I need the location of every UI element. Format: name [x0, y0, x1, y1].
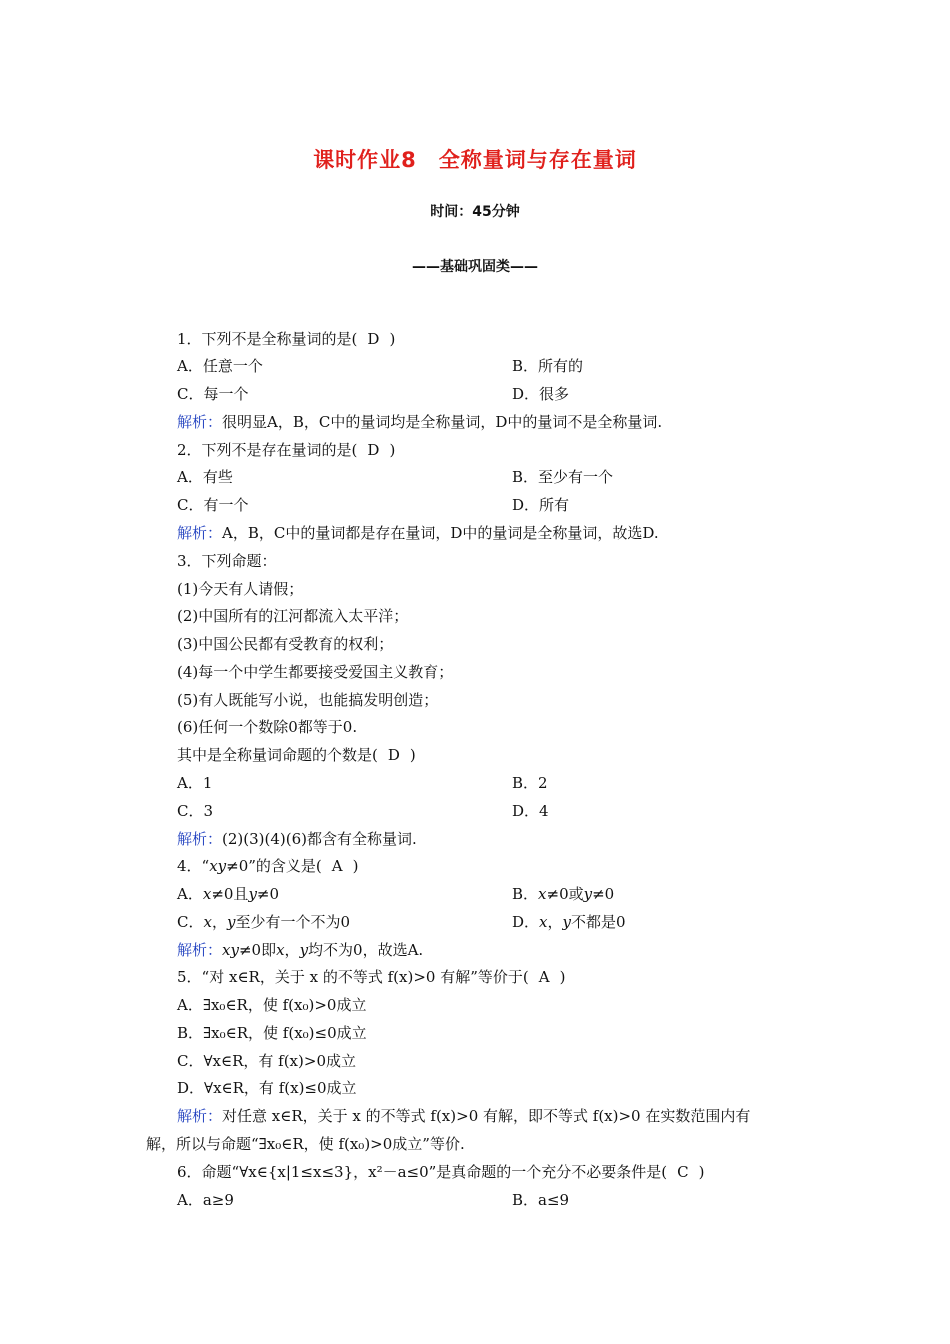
analysis-label: 解析： [177, 941, 223, 959]
analysis-label: 解析： [177, 1107, 223, 1125]
option-d: D．所有 [512, 496, 570, 514]
option-b: B．2 [512, 774, 548, 792]
question-6-stem: 6．命题“∀x∈{x|1≤x≤3}，x²－a≤0”是真命题的一个充分不必要条件是( C ) [177, 1163, 705, 1181]
analysis: 解析：xy≠0即x，y均不为0，故选A. [177, 941, 424, 959]
statement-6: (6)任何一个数除0都等于0. [177, 718, 358, 736]
option-d: D．很多 [512, 385, 570, 403]
option-a: A．有些 [177, 468, 233, 486]
analysis-continued: 解，所以与命题“∃x₀∈R，使 f(x₀)>0成立”等价. [146, 1135, 465, 1153]
option-a: A．∃x₀∈R，使 f(x₀)>0成立 [177, 996, 367, 1014]
option-a: A．a≥9 [177, 1191, 234, 1209]
answer: C [677, 1163, 689, 1181]
statement-5: (5)有人既能写小说，也能搞发明创造； [177, 691, 439, 709]
section-heading: ——基础巩固类—— [412, 259, 538, 275]
analysis: 解析：很明显A，B，C中的量词均是全称量词，D中的量词不是全称量词. [177, 413, 663, 431]
question-5-stem: 5．“对 x∈R，关于 x 的不等式 f(x)>0 有解”等价于( A ) [177, 968, 566, 986]
option-a: A．x≠0且y≠0 [177, 885, 280, 903]
answer: A [331, 857, 343, 875]
statement-2: (2)中国所有的江河都流入太平洋； [177, 607, 409, 625]
option-d: D．x，y不都是0 [512, 913, 626, 931]
analysis: 解析：对任意 x∈R，关于 x 的不等式 f(x)>0 有解，即不等式 f(x)>0 在实数范围内有 [177, 1107, 751, 1125]
option-a: A．1 [177, 774, 213, 792]
statement-3: (3)中国公民都有受教育的权利； [177, 635, 394, 653]
answer: D [387, 746, 400, 764]
option-c: C．∀x∈R，有 f(x)>0成立 [177, 1052, 356, 1070]
option-a: A．任意一个 [177, 357, 263, 375]
option-d: D．4 [512, 802, 549, 820]
option-c: C．3 [177, 802, 214, 820]
analysis-label: 解析： [177, 413, 223, 431]
option-b: B．至少有一个 [512, 468, 614, 486]
option-b: B．∃x₀∈R，使 f(x₀)≤0成立 [177, 1024, 367, 1042]
statement-4: (4)每一个中学生都要接受爱国主义教育； [177, 663, 454, 681]
option-d: D．∀x∈R，有 f(x)≤0成立 [177, 1079, 357, 1097]
question-3-ask: 其中是全称量词命题的个数是( D ) [177, 746, 416, 764]
time-limit: 时间：45分钟 [430, 204, 520, 220]
question-4-stem: 4．“xy≠0”的含义是( A ) [177, 857, 359, 875]
answer: D [367, 330, 380, 348]
option-b: B．x≠0或y≠0 [512, 885, 615, 903]
option-b: B．a≤9 [512, 1191, 570, 1209]
question-3-stem: 3．下列命题： [177, 552, 277, 570]
option-c: C．每一个 [177, 385, 249, 403]
answer: D [367, 441, 380, 459]
option-b: B．所有的 [512, 357, 584, 375]
analysis-label: 解析： [177, 830, 223, 848]
analysis: 解析：(2)(3)(4)(6)都含有全称量词. [177, 830, 417, 848]
statement-1: (1)今天有人请假； [177, 580, 304, 598]
question-1-stem: 1．下列不是全称量词的是( D ) [177, 330, 396, 348]
analysis-label: 解析： [177, 524, 223, 542]
question-2-stem: 2．下列不是存在量词的是( D ) [177, 441, 396, 459]
option-c: C．x，y至少有一个不为0 [177, 913, 350, 931]
answer: A [538, 968, 550, 986]
analysis: 解析：A，B，C中的量词都是存在量词，D中的量词是全称量词，故选D. [177, 524, 659, 542]
page-title: 课时作业8 全称量词与存在量词 [313, 148, 637, 172]
option-c: C．有一个 [177, 496, 249, 514]
